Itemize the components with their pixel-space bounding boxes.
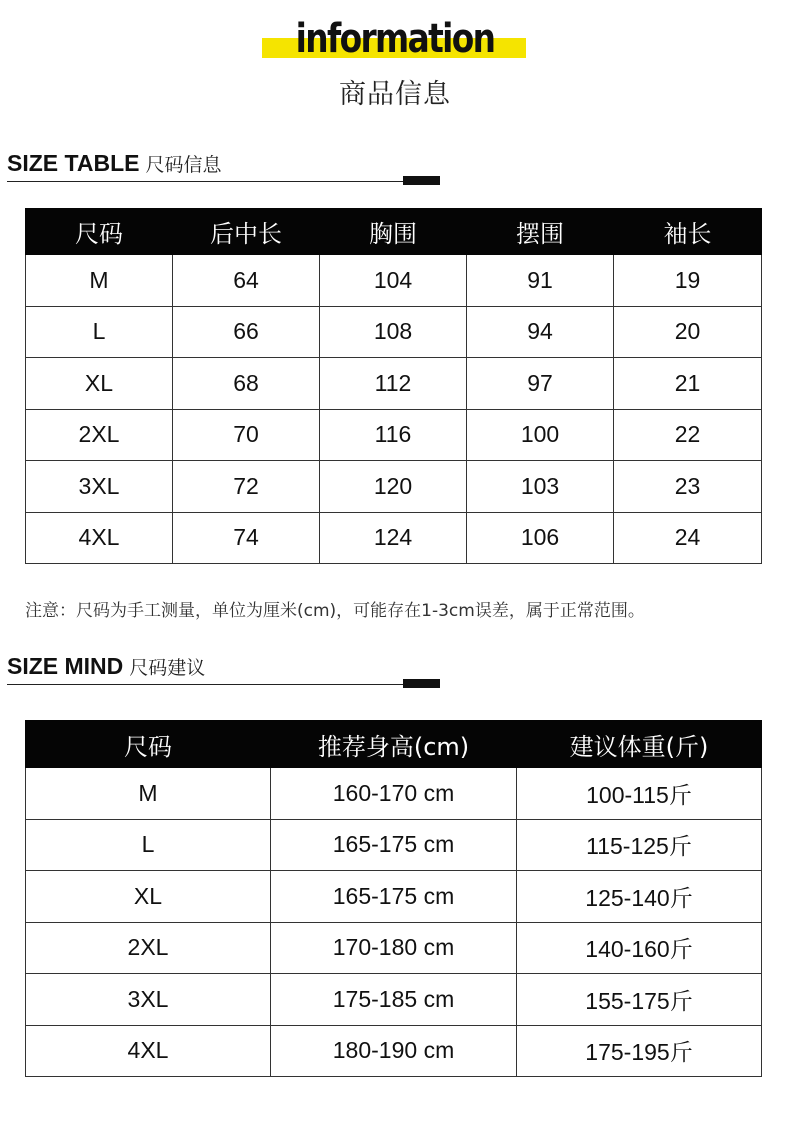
table-cell: L	[26, 819, 271, 871]
table-cell: 97	[467, 358, 614, 410]
table-cell: 165-175 cm	[271, 819, 517, 871]
table-cell: 175-195斤	[517, 1025, 762, 1077]
table-cell: 160-170 cm	[271, 768, 517, 820]
heading-underline-tab	[403, 679, 440, 688]
table-cell: 180-190 cm	[271, 1025, 517, 1077]
table-row	[26, 819, 762, 871]
size-table-heading	[7, 150, 447, 190]
size-table-title-en: SIZE TABLE	[7, 150, 140, 176]
column-header: 建议体重(斤)	[517, 721, 762, 768]
table-row	[26, 461, 762, 513]
table-cell: 104	[320, 255, 467, 307]
table-cell: 124	[320, 512, 467, 564]
size-table-header-row	[26, 209, 762, 255]
table-row	[26, 255, 762, 307]
table-cell: 94	[467, 306, 614, 358]
table-cell: 165-175 cm	[271, 871, 517, 923]
table-cell: 91	[467, 255, 614, 307]
table-cell: 20	[614, 306, 762, 358]
page-subtitle: 商品信息	[339, 79, 451, 110]
table-row	[26, 768, 762, 820]
column-header: 尺码	[26, 721, 271, 768]
table-cell: XL	[26, 871, 271, 923]
size-table-title-zh: 尺码信息	[145, 154, 222, 176]
table-cell: 103	[467, 461, 614, 513]
table-row	[26, 358, 762, 410]
table-cell: L	[26, 306, 173, 358]
heading-underline	[7, 181, 440, 182]
table-cell: 100-115斤	[517, 768, 762, 820]
column-header: 胸围	[320, 209, 467, 255]
size-mind-table	[25, 720, 762, 1077]
table-cell: 125-140斤	[517, 871, 762, 923]
table-cell: 175-185 cm	[271, 974, 517, 1026]
column-header: 袖长	[614, 209, 762, 255]
column-header: 后中长	[173, 209, 320, 255]
heading-underline-tab	[403, 176, 440, 185]
table-cell: 120	[320, 461, 467, 513]
table-row	[26, 871, 762, 923]
table-cell: 4XL	[26, 512, 173, 564]
table-cell: 74	[173, 512, 320, 564]
table-cell: 24	[614, 512, 762, 564]
table-cell: 22	[614, 409, 762, 461]
column-header: 尺码	[26, 209, 173, 255]
table-row	[26, 512, 762, 564]
table-cell: 23	[614, 461, 762, 513]
column-header: 推荐身高(cm)	[271, 721, 517, 768]
table-cell: 21	[614, 358, 762, 410]
table-cell: 140-160斤	[517, 922, 762, 974]
table-row	[26, 306, 762, 358]
size-table	[25, 208, 762, 564]
size-mind-header-row	[26, 721, 762, 768]
table-cell: M	[26, 768, 271, 820]
page-title: information	[295, 16, 495, 62]
table-row	[26, 974, 762, 1026]
table-cell: 112	[320, 358, 467, 410]
table-cell: 3XL	[26, 461, 173, 513]
size-mind-heading	[7, 653, 447, 693]
size-mind-title-en: SIZE MIND	[7, 653, 124, 679]
table-cell: 66	[173, 306, 320, 358]
heading-underline	[7, 684, 440, 685]
table-cell: 115-125斤	[517, 819, 762, 871]
header-banner	[0, 0, 790, 120]
table-cell: 4XL	[26, 1025, 271, 1077]
table-cell: 68	[173, 358, 320, 410]
table-cell: 106	[467, 512, 614, 564]
table-cell: 70	[173, 409, 320, 461]
table-cell: 155-175斤	[517, 974, 762, 1026]
table-cell: M	[26, 255, 173, 307]
table-cell: 3XL	[26, 974, 271, 1026]
table-cell: 19	[614, 255, 762, 307]
table-row	[26, 409, 762, 461]
table-row	[26, 922, 762, 974]
table-cell: 100	[467, 409, 614, 461]
measurement-note: 注意：尺码为手工测量，单位为厘米(cm)，可能存在1-3cm误差，属于正常范围。	[25, 601, 645, 621]
table-cell: 116	[320, 409, 467, 461]
table-cell: 64	[173, 255, 320, 307]
table-cell: 72	[173, 461, 320, 513]
table-cell: 2XL	[26, 922, 271, 974]
table-row	[26, 1025, 762, 1077]
table-cell: 170-180 cm	[271, 922, 517, 974]
table-cell: 108	[320, 306, 467, 358]
table-cell: XL	[26, 358, 173, 410]
column-header: 摆围	[467, 209, 614, 255]
table-cell: 2XL	[26, 409, 173, 461]
size-mind-title-zh: 尺码建议	[129, 657, 206, 679]
